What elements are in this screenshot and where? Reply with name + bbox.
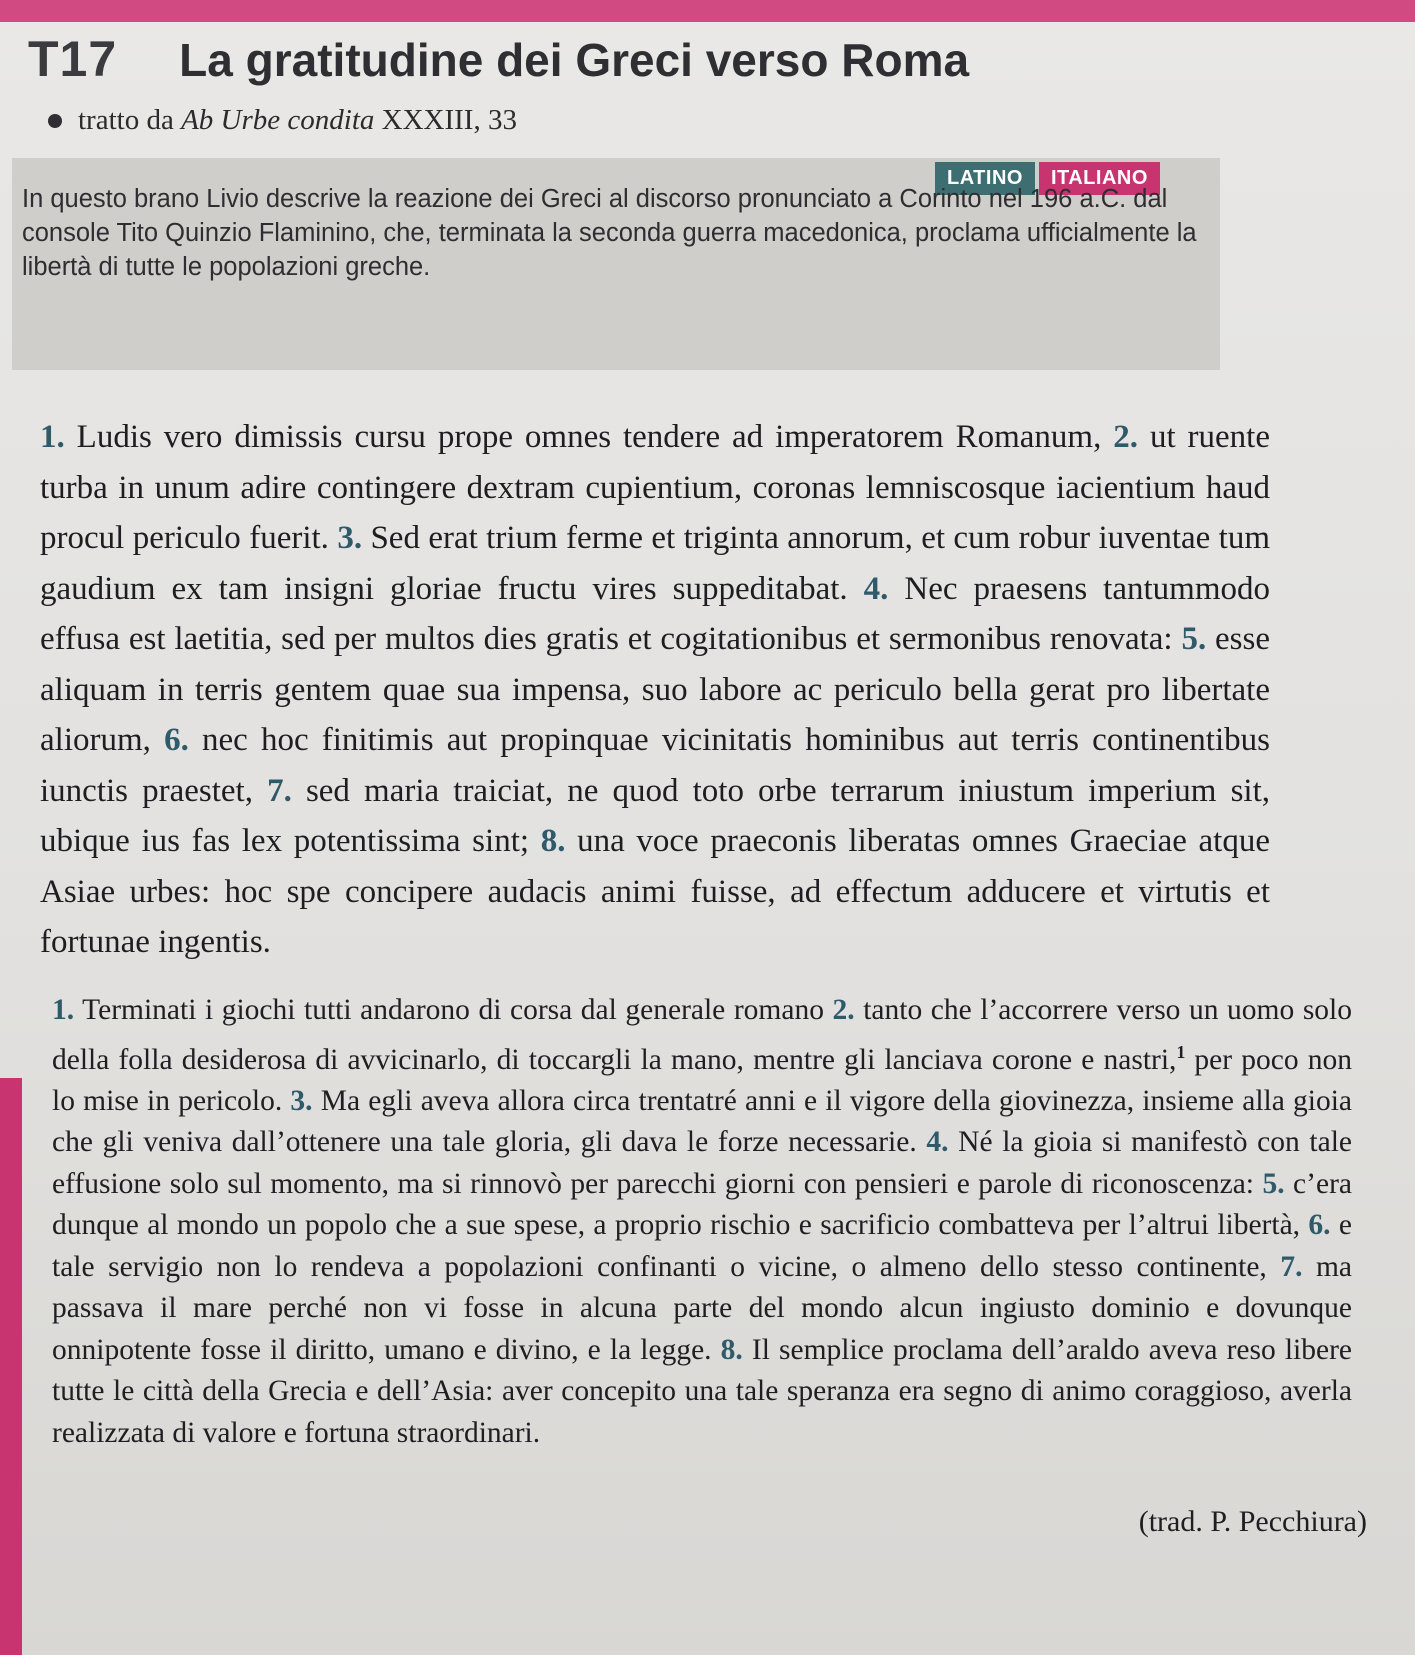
translation-side-bar — [0, 1078, 22, 1655]
translation-sentence-number: 5. — [1262, 1167, 1285, 1200]
source-ref: XXXIII, 33 — [374, 104, 517, 136]
latin-sentence-text: sed maria traiciat, ne quod toto orbe terrarum iniustum imperium sit, ubique ius fas lex potentissima sint; — [40, 772, 1270, 859]
translation-sentence-text: Ma egli aveva allora circa trentatré anni e il vigore della giovinezza, insieme alla gioia che gli veniva dall’ottenere una tale gloria, gli dava le forze necessarie. — [52, 1084, 1352, 1159]
bullet-icon — [48, 114, 62, 128]
latin-sentence-text: esse aliquam in terris gentem quae sua impensa, suo labore ac periculo bella gerat pro libertate aliorum, — [40, 621, 1270, 758]
translation-sentence-number: 1. — [52, 994, 75, 1026]
footnote-marker[interactable]: 1 — [1176, 1041, 1186, 1062]
latin-sentence-number: 1. — [40, 419, 65, 455]
latin-sentence-number: 8. — [540, 823, 566, 859]
latin-sentence-number: 5. — [1181, 621, 1207, 657]
page-title: La gratitudine dei Greci verso Roma — [179, 34, 970, 86]
page-header — [28, 30, 969, 88]
translation-sentence-number: 6. — [1308, 1209, 1331, 1242]
translator-credit: (trad. P. Pecchiura) — [1138, 1505, 1367, 1538]
italian-translation — [52, 990, 1352, 1454]
latin-sentence-number: 7. — [267, 772, 292, 809]
translation-sentence-text: Né la gioia si manifestò con tale effusione solo sul momento, ma si rinnovò per parecchi giorni con pensieri e parole di riconoscenza: — [52, 1126, 1352, 1200]
intro-text: In questo brano Livio descrive la reazione dei Greci al discorso pronunciato a Corinto nel 196 a.C. dal console Tito Quinzio Flaminino, che, terminata la seconda guerra macedonica, proclama ufficialmente la libertà di tutte le popolazioni greche. — [22, 185, 1197, 281]
translation-sentence-number: 7. — [1280, 1250, 1303, 1283]
translation-sentence-number: 8. — [720, 1333, 743, 1366]
translation-sentence-number: 3. — [290, 1084, 313, 1117]
source-prefix: tratto da — [78, 104, 182, 136]
latin-sentence-text: una voce praeconis liberatas omnes Graeciae atque Asiae urbes: hoc spe concipere audacis animi fuisse, ad effectum adducere et virtutis et fortunae ingentis. — [40, 823, 1270, 960]
source-text — [78, 104, 517, 137]
latino-tab[interactable]: LATINO — [935, 162, 1035, 195]
latin-sentence-number: 4. — [863, 570, 889, 607]
translation-sentence-text: Il semplice proclama dell’araldo aveva reso libere tutte le città della Grecia e dell’Asia: aver concepito una tale speranza era segno di animo coraggioso, averla realizzata di valore e fortuna straordinari. — [52, 1333, 1352, 1449]
translation-sentence-text: ma passava il mare perché non vi fosse in alcuna parte del mondo alcun ingiusto dominio e dovunque onnipotente fosse il diritto, umano e divino, e la legge. — [52, 1250, 1352, 1366]
top-color-band — [0, 0, 1415, 22]
latin-sentence-text: nec hoc finitimis aut propinquae vicinitatis hominibus aut terris continentibus iunctis praestet, — [40, 722, 1270, 809]
latin-text — [40, 412, 1270, 968]
translation-sentence-number: 4. — [926, 1126, 949, 1159]
text-code: T17 — [28, 31, 118, 87]
translation-sentence-text: tanto che l’accorrere verso un uomo solo della folla desiderosa di avvicinarlo, di toccargli la mano, mentre gli lanciava corone e nastri, — [52, 994, 1352, 1076]
translation-sentence-text: Terminati i giochi tutti andarono di corsa dal generale romano — [74, 994, 833, 1026]
latin-sentence-number: 2. — [1113, 419, 1139, 455]
latin-sentence-number: 3. — [337, 520, 363, 556]
translation-sentence-number: 2. — [832, 994, 855, 1026]
translation-sentence-text: c’era dunque al mondo un popolo che a sue spese, a proprio rischio e sacrificio combatteva per l’altrui libertà, — [52, 1167, 1352, 1242]
source-work: Ab Urbe condita — [181, 104, 375, 136]
latin-sentence-text: Sed erat trium ferme et triginta annorum, et cum robur iuventae tum gaudium ex tam insigni gloriae fructu vires suppeditabat. — [40, 520, 1271, 607]
latin-sentence-text: Nec praesens tantummodo effusa est laetitia, sed per multos dies gratis et cogitationibus et sermonibus renovata: — [40, 570, 1271, 657]
translation-sentence-text: per poco non lo mise in pericolo. — [52, 1043, 1352, 1117]
latin-sentence-number: 6. — [164, 722, 189, 758]
latin-sentence-text: Ludis vero dimissis cursu prope omnes tendere ad imperatorem Romanum, — [64, 419, 1114, 455]
source-line — [48, 104, 517, 137]
translation-sentence-text: e tale servigio non lo rendeva a popolazioni confinanti o vicine, o almeno dello stesso continente, — [52, 1209, 1352, 1283]
latin-sentence-text: ut ruente turba in unum adire contingere dextram cupientium, coronas lemniscosque iacientium haud procul periculo fuerit. — [40, 419, 1270, 556]
italiano-tab[interactable]: ITALIANO — [1039, 162, 1160, 195]
